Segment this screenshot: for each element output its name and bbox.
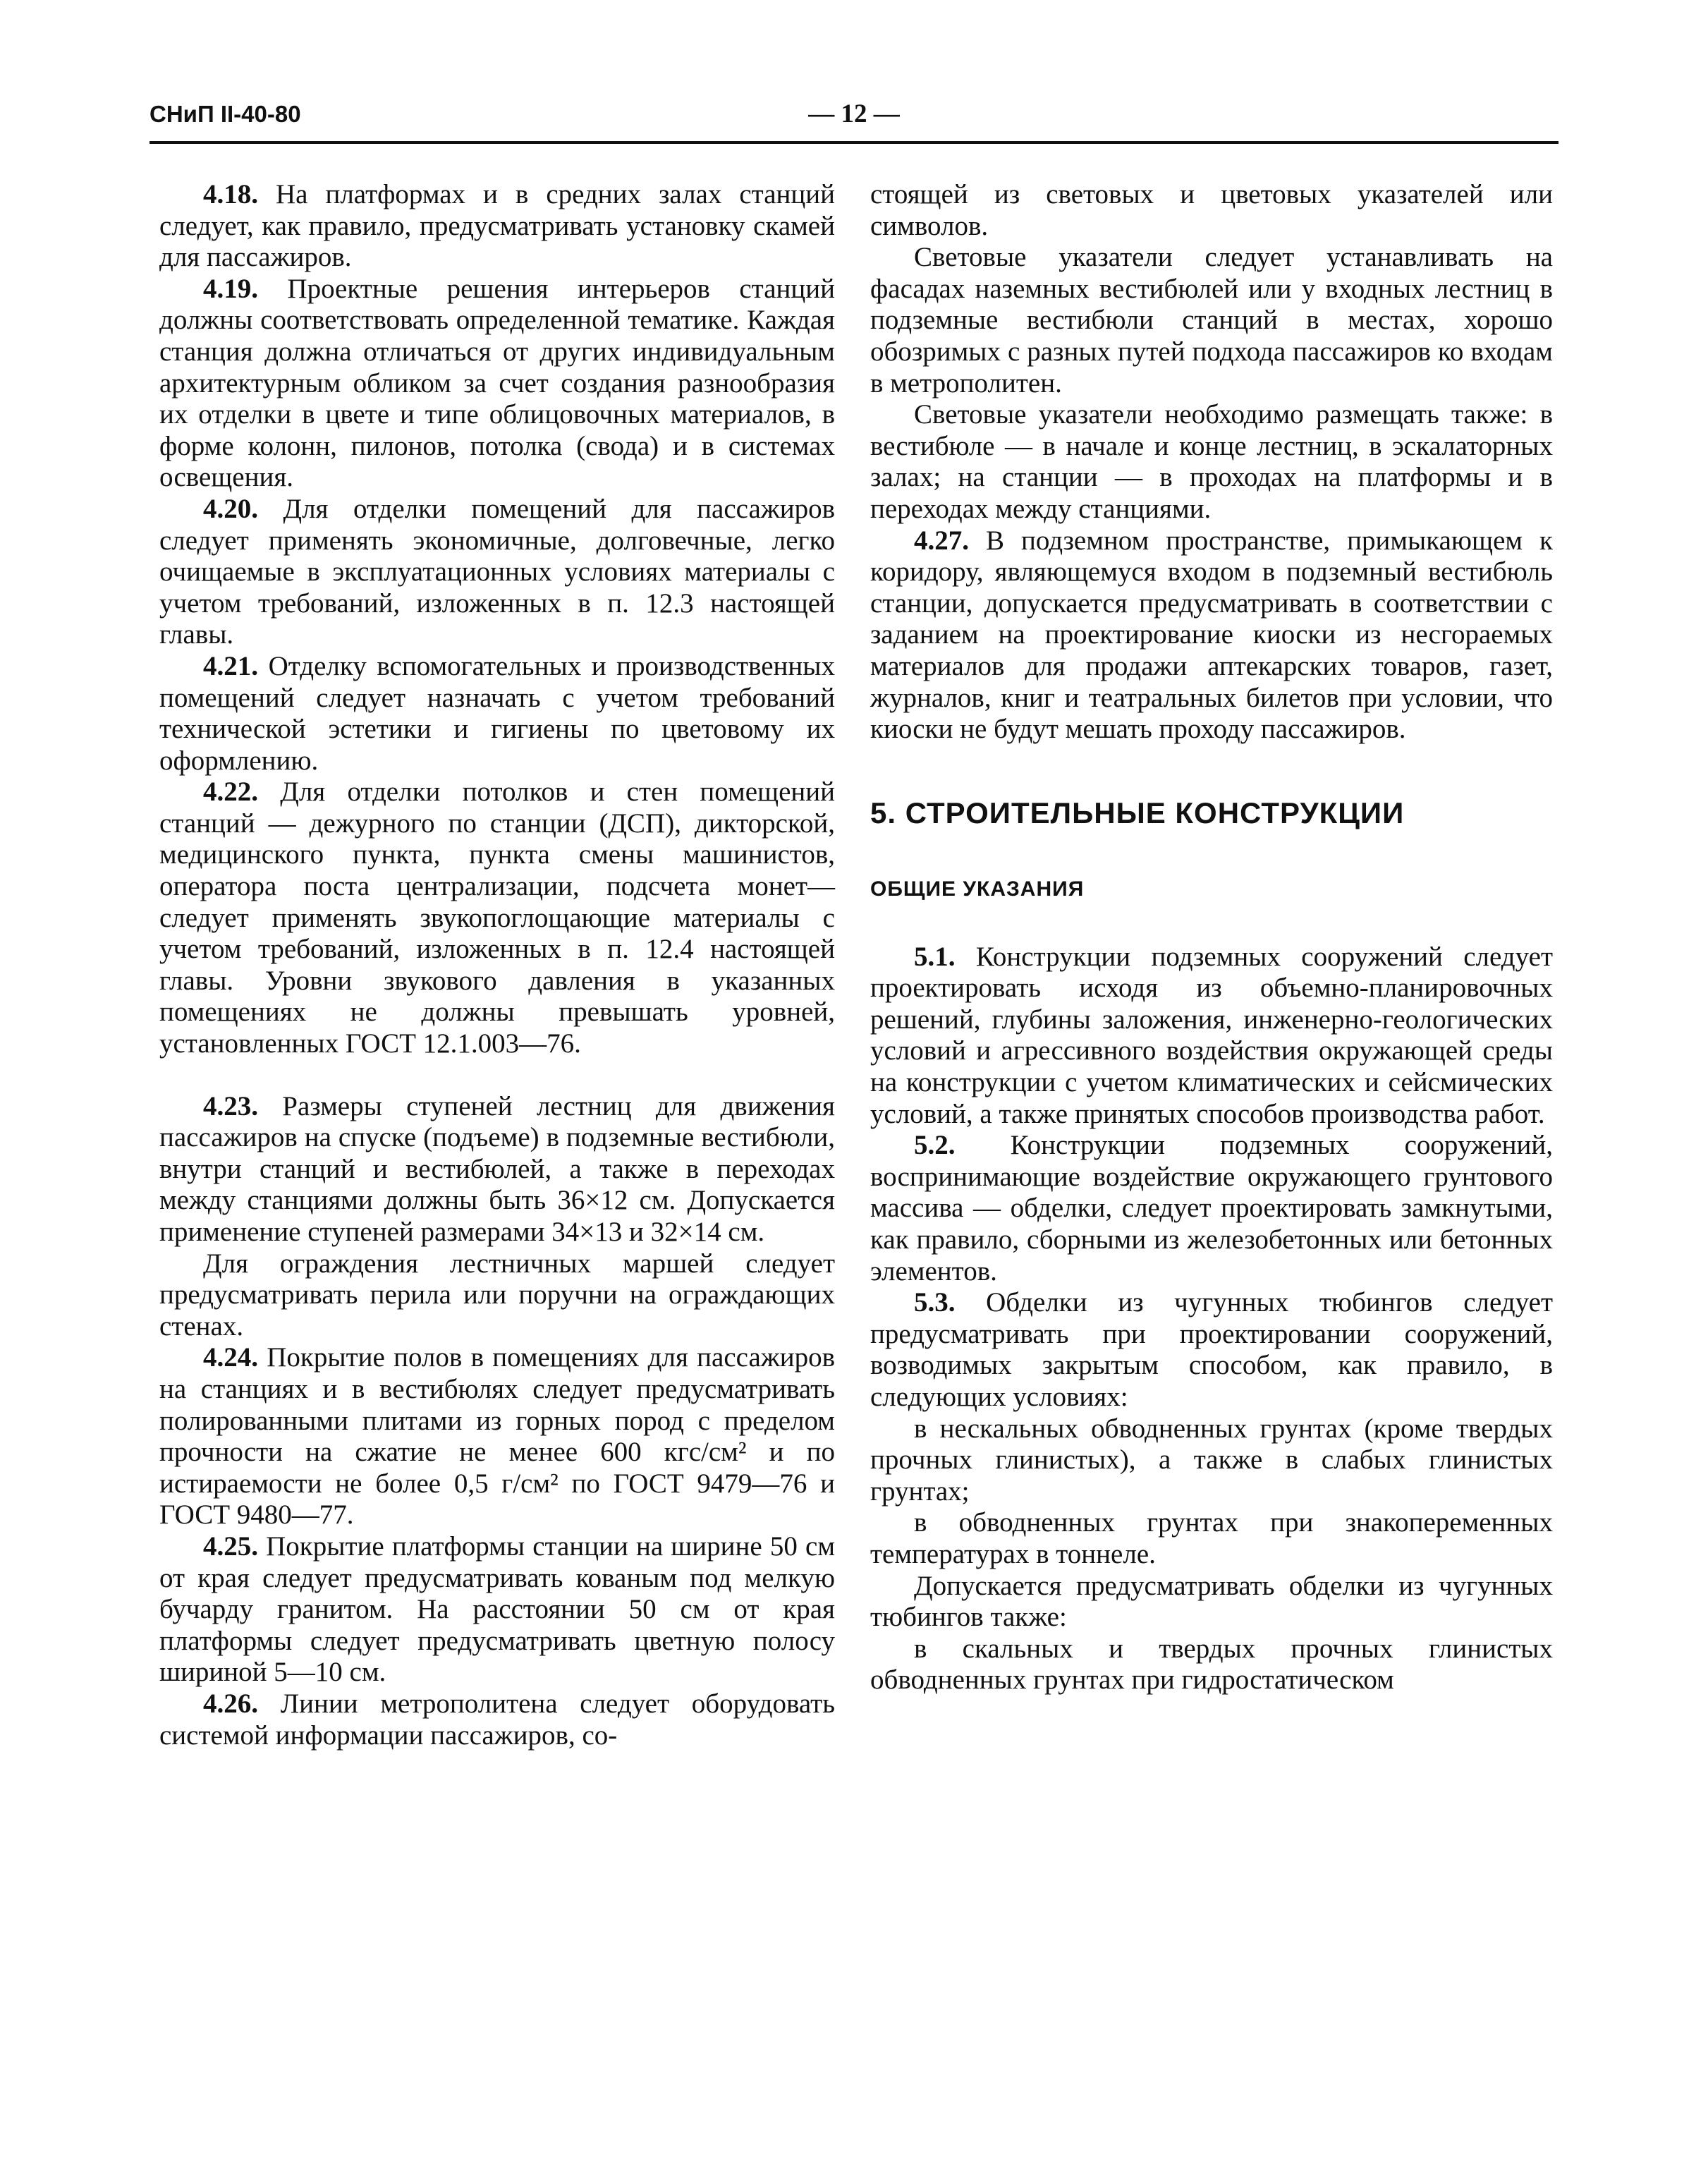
paragraph-4-22 (159, 777, 835, 1059)
clause-number: 4.19. (203, 273, 258, 304)
paragraph-light-signs (870, 242, 1553, 399)
paragraph-4-21 (159, 651, 835, 777)
paragraph-5-1 (870, 942, 1553, 1131)
paragraph-text: Световые указатели необходимо размещать также: в вестибюле — в начале и конце лестниц, в эскалаторных залах; на станции — в проходах на платформы и в переходах между станциями. (870, 399, 1553, 524)
page-header (150, 99, 1558, 144)
document-code: СНиП II-40-80 (150, 101, 301, 127)
paragraph-4-25 (159, 1531, 835, 1689)
paragraph-4-20 (159, 494, 835, 651)
paragraph-text: в скальных и твердых прочных глинистых обводненных грунтах при гидростатическом (870, 1633, 1553, 1696)
paragraph-text: Допускается предусматривать обделки из чугунных тюбингов также: (870, 1570, 1553, 1633)
paragraph-4-27 (870, 525, 1553, 746)
paragraph-4-18 (159, 179, 835, 274)
clause-number: 4.22. (203, 777, 258, 808)
paragraph-text: Размеры ступеней лестниц для движения пассажиров на спуске (подъеме) в подземные вестибюли, внутри станций и вестибюлей, а также в переходах между станциями должны быть 36×12 см. Допускается применение ступеней размерами 34×13 и 32×14 см. (159, 1090, 835, 1247)
paragraph-4-19 (159, 274, 835, 494)
clause-number: 4.27. (914, 525, 969, 556)
paragraph-5-2 (870, 1130, 1553, 1287)
paragraph-5-3-item-1 (870, 1413, 1553, 1508)
paragraph-text: Световые указатели следует устанавливать на фасадах наземных вестибюлей или у входных лестниц в подземные вестибюли станций в местах, хорошо обозримых с разных путей подхода пассажиров ко входам в метрополитен. (870, 242, 1553, 398)
paragraph-text: в нескальных обводненных грунтах (кроме твердых прочных глинистых), а также в слабых глинистых грунтах; (870, 1413, 1553, 1507)
paragraph-text: Покрытие полов в помещениях для пассажиров на станциях и в вестибюлях следует предусматривать полированными плитами из горных пород с пределом прочности на сжатие не менее 600 кгс/см² и по истираемости не более 0,5 г/см² по ГОСТ 9479—76 и ГОСТ 9480—77. (159, 1342, 835, 1531)
paragraph-text: Линии метрополитена следует оборудовать системой информации пассажиров, со- (159, 1688, 835, 1751)
paragraph-text: Для отделки потолков и стен помещений станций — дежурного по станции (ДСП), дикторской, медицинского пункта, пункта смены машинистов, оператора поста централизации, подсчета монет—следует применять звукопоглощающие материалы с учетом требований, изложенных в п. 12.4 настоящей главы. Уровни звукового давления в указанных помещениях не должны превышать уровней, установленных ГОСТ 12.1.003—76. (159, 777, 835, 1059)
paragraph-text: Для ограждения лестничных маршей следует предусматривать перила или поручни на ограждающих стенах. (159, 1248, 835, 1341)
paragraph-text: Проектные решения интерьеров станций должны соответствовать определенной тематике. Каждая станция должна отличаться от других индивидуальным архитектурным обликом за счет создания разнообразия их отделки в цвете и типе облицовочных материалов, в форме колонн, пилонов, потолка (свода) и в системах освещения. (159, 273, 835, 493)
paragraph-text: Конструкции подземных сооружений, воспринимающие воздействие окружающего грунтового массива — обделки, следует проектировать замкнутыми, как правило, сборными из железобетонных или бетонных элементов. (870, 1130, 1553, 1286)
paragraph-4-26 (159, 1689, 835, 1751)
right-column (870, 179, 1553, 1696)
paragraph-5-3-item-3 (870, 1633, 1553, 1696)
paragraph-5-3-also (870, 1571, 1553, 1633)
subsection-title: ОБЩИЕ УКАЗАНИЯ (870, 877, 1085, 901)
left-column (159, 179, 835, 1751)
paragraph-text: Для отделки помещений для пассажиров следует применять экономичные, долговечные, легко очищаемые в эксплуатационных условиях материалы с учетом требований, изложенных в п. 12.3 настоящей главы. (159, 493, 835, 650)
clause-number: 4.26. (203, 1688, 258, 1719)
paragraph-text: Обделки из чугунных тюбингов следует предусматривать при проектировании сооружений, возводимых закрытым способом, как правило, в следующих условиях: (870, 1287, 1553, 1412)
clause-number: 4.18. (203, 179, 258, 209)
clause-number: 5.1. (914, 941, 956, 972)
paragraph-text: В подземном пространстве, примыкающем к коридору, являющемуся входом в подземный вестибюль станции, допускается предусматривать в соответствии с заданием на проектирование киоски из несгораемых материалов для продажи аптекарских товаров, газет, журналов, книг и театральных билетов при условии, что киоски не будут мешать проходу пассажиров. (870, 525, 1553, 745)
clause-number: 4.25. (203, 1531, 258, 1562)
paragraph-4-24 (159, 1342, 835, 1531)
paragraph-4-23 (159, 1091, 835, 1248)
clause-number: 4.23. (203, 1090, 258, 1121)
page-number: — 12 — (808, 99, 900, 128)
paragraph-text: На платформах и в средних залах станций следует, как правило, предусматривать установку скамей для пассажиров. (159, 179, 835, 273)
clause-number: 4.20. (203, 493, 258, 524)
paragraph-4-26-continued (870, 179, 1553, 242)
clause-number: 5.2. (914, 1130, 956, 1161)
paragraph-4-23-railings (159, 1248, 835, 1343)
paragraph-light-signs-placement (870, 399, 1553, 525)
paragraph-5-3 (870, 1287, 1553, 1413)
paragraph-5-3-item-2 (870, 1507, 1553, 1570)
clause-number: 4.21. (203, 650, 258, 681)
clause-number: 4.24. (203, 1342, 258, 1373)
paragraph-text: Конструкции подземных сооружений следует проектировать исходя из объемно-планировочных решений, глубины заложения, инженерно-геологических условий и агрессивного воздействия окружающей среды на конструкции с учетом климатических и сейсмических условий, а также принятых способов производства работ. (870, 941, 1553, 1129)
paragraph-text: стоящей из световых и цветовых указателей или символов. (870, 179, 1553, 241)
clause-number: 5.3. (914, 1287, 956, 1318)
section-title: 5. СТРОИТЕЛЬНЫЕ КОНСТРУКЦИИ (870, 796, 1405, 829)
paragraph-text: Отделку вспомогательных и производственных помещений следует назначать с учетом требований технической эстетики и гигиены по цветовому их оформлению. (159, 650, 835, 776)
paragraph-text: Покрытие платформы станции на ширине 50 см от края следует предусматривать кованым под мелкую бучарду гранитом. На расстоянии 50 см от края платформы следует предусматривать цветную полосу шириной 5—10 см. (159, 1531, 835, 1688)
paragraph-text: в обводненных грунтах при знакопеременных температурах в тоннеле. (870, 1507, 1553, 1569)
